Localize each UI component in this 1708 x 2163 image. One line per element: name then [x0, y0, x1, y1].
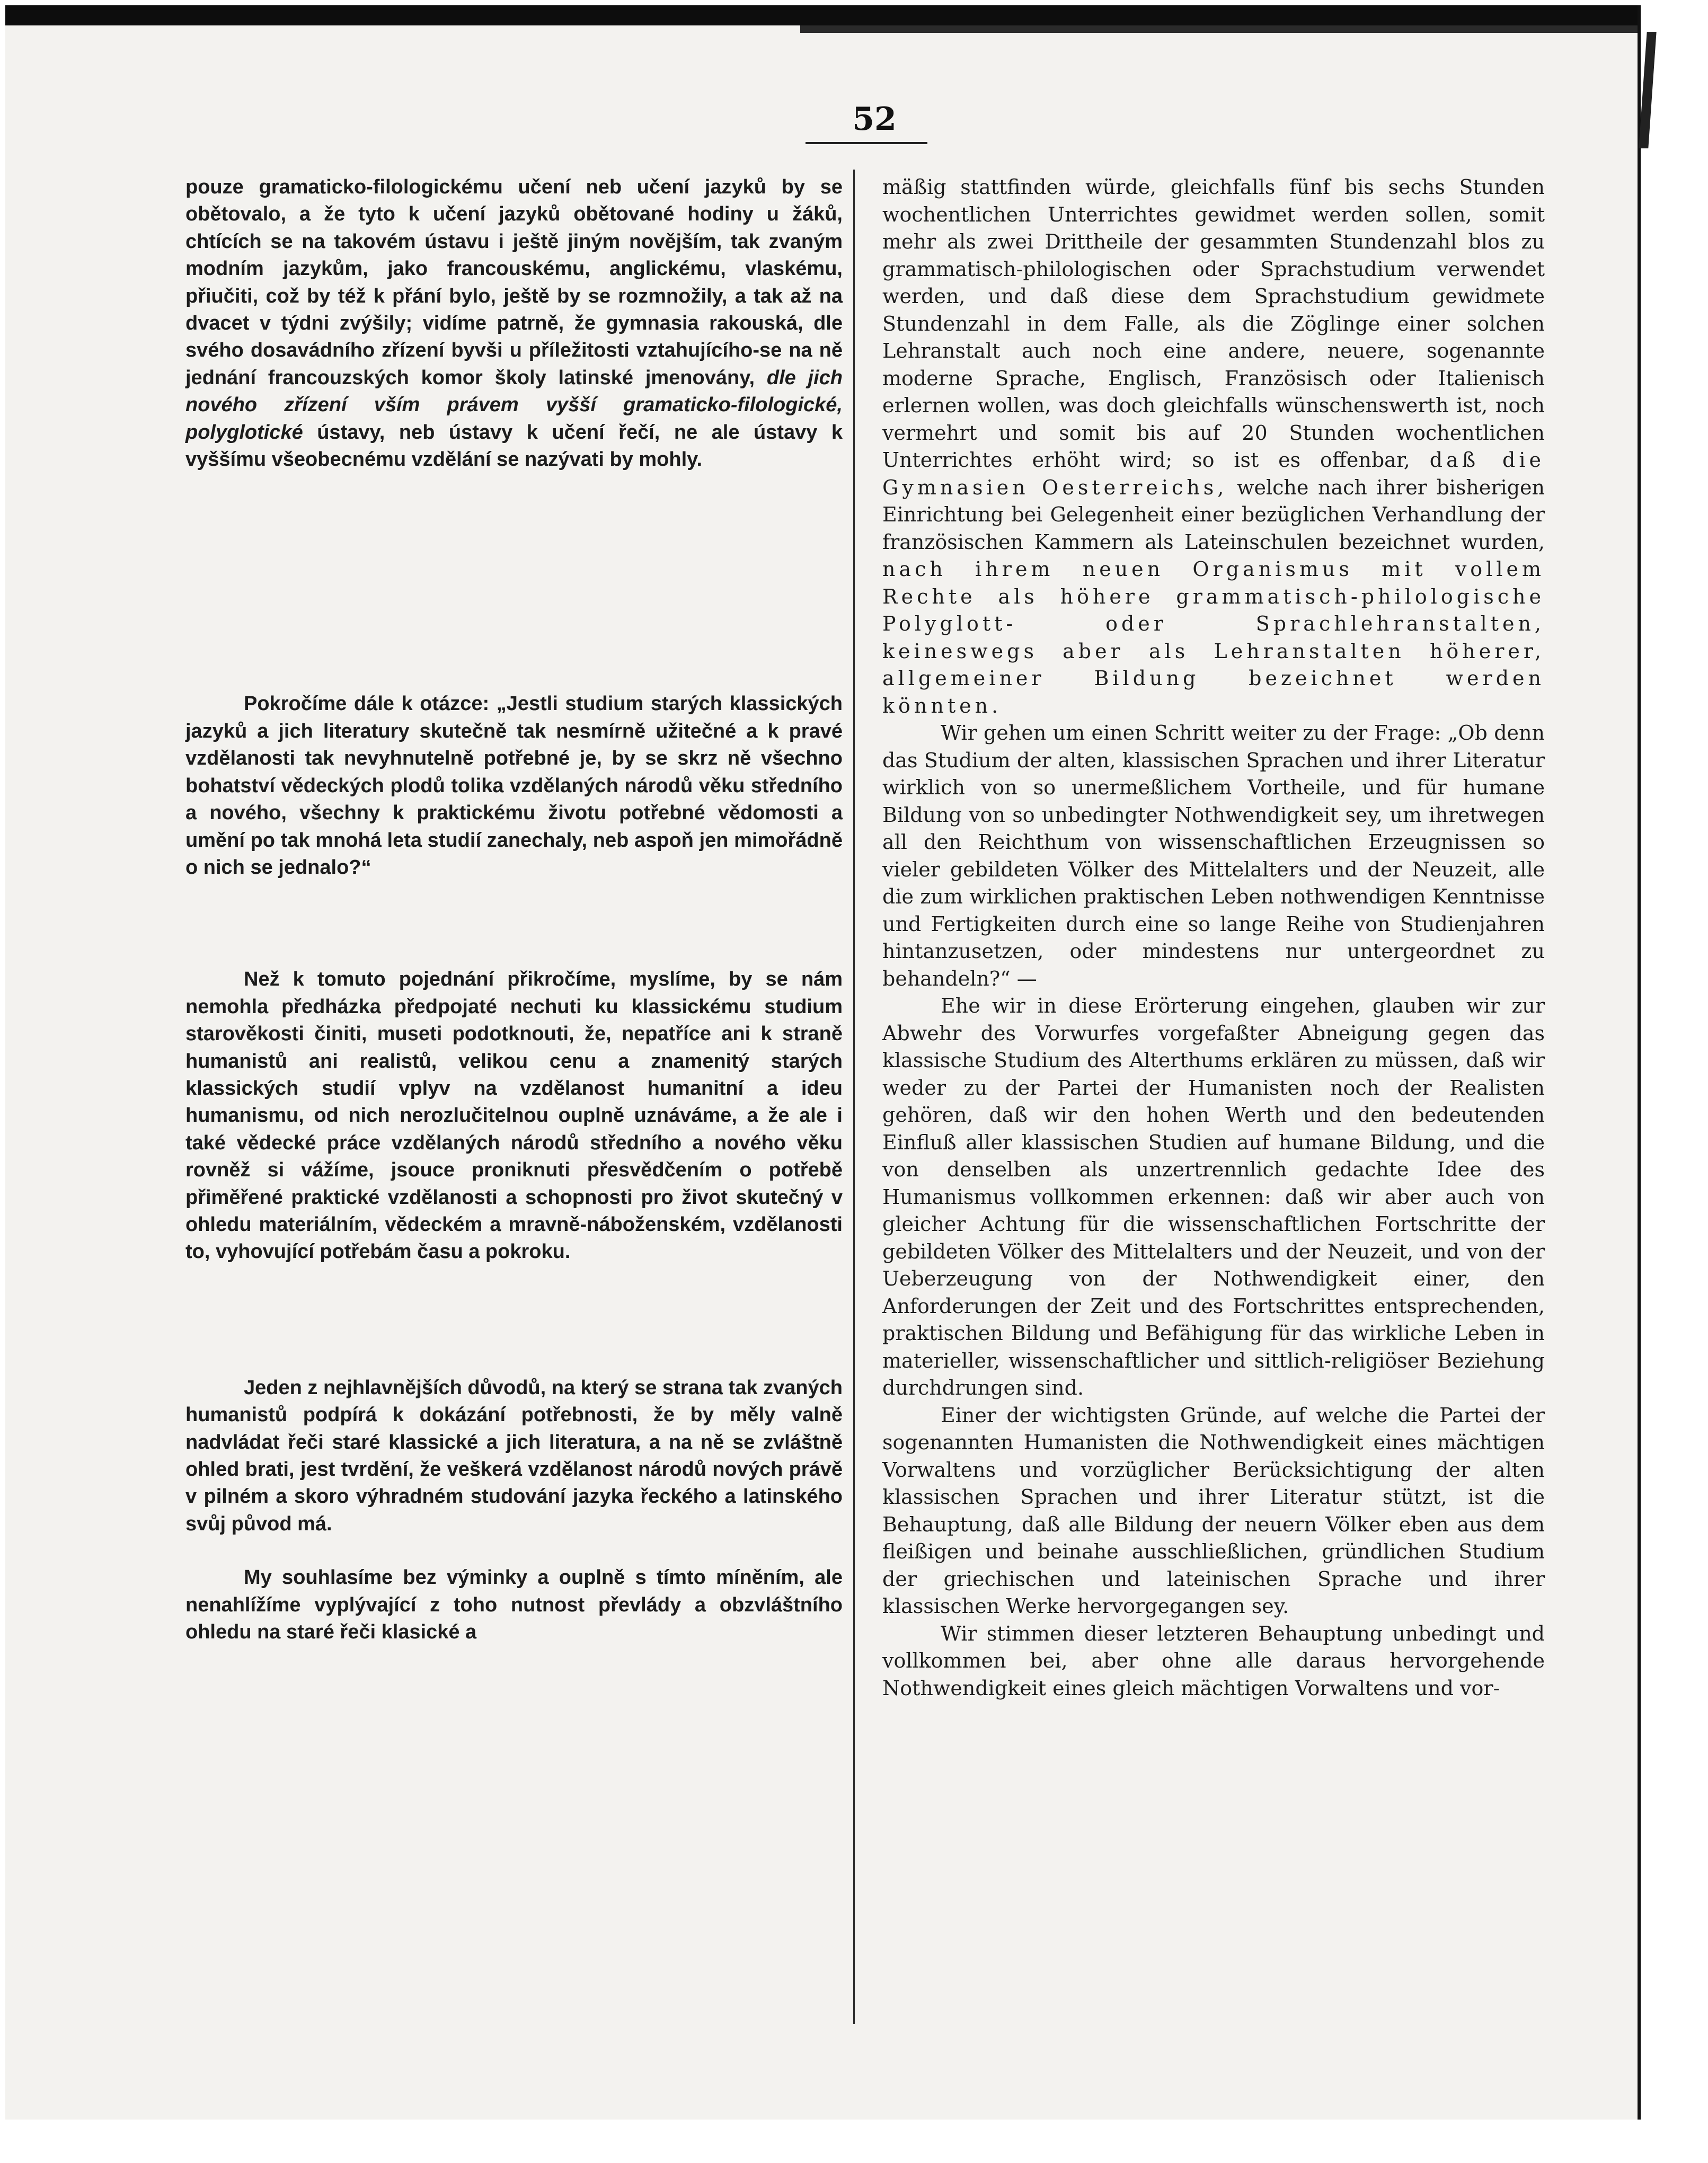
paragraph-text: ústavy, neb ústavy k učení řečí, ne ale ústavy k vyššímu všeobecnému vzdělání se nazývati by mohly. [185, 421, 843, 471]
scan-top-shadow [800, 25, 1638, 33]
scan-top-border [5, 5, 1638, 25]
scan-margin [1638, 5, 1708, 2163]
spaced-phrase: daß die Gymnasien Oesterreichs, [882, 448, 1545, 499]
scanned-page [5, 5, 1638, 2120]
spaced-phrase: nach ihrem neuen Organismus mit vollem Rechte als höhere grammatisch-philologische Polyglott- oder Sprachlehranstalten, keineswegs aber als Lehranstalten höherer, allgemeiner Bildung bezeichnet werden könnten. [882, 557, 1545, 717]
paragraph: Einer der wichtigsten Gründe, auf welche die Partei der sogenannten Humanisten die Nothwendigkeit eines mächtigen Vorwaltens und vorzüglicher Berücksichtigung der alten klassischen Sprachen und ihrer Literatur stützt, ist die Behauptung, daß alle Bildung der neuern Völker eben aus dem fleißigen und beinahe ausschließlichen, gründlichen Studium der griechischen und lateinischen Sprache und ihrer klassischen Werke hervorgegangen sey. [882, 1403, 1545, 1618]
page-number-rule [806, 142, 927, 144]
paragraph: Ehe wir in diese Erörterung eingehen, glauben wir zur Abwehr des Vorwurfes vorgefaßter Abneigung gegen das klassische Studium des Alterthums erklären zu müssen, daß wir weder zu der Partei der Humanisten noch der Realisten gehören, daß wir den hohen Werth und den bedeutenden Einfluß aller klassischen Studien auf humane Bildung, und die von denselben als unzertrennlich gedachte Idee des Humanismus vollkommen erkennen: daß wir aber auch von gleicher Achtung für die wissenschaftlichen Fortschritte der gebildeten Völker des Mittelalters und der Neuzeit, und von der Ueberzeugung von der Nothwendigkeit einer, den Anforderungen der Zeit und des Fortschrittes entsprechenden, praktischen Bildung und Befähigung für das wirkliche Leben in materieller, wissenschaftlicher und sittlich-religiöser Beziehung durchdrungen sind. [882, 994, 1545, 1399]
paragraph: Wir stimmen dieser letzteren Behauptung unbedingt und vollkommen bei, aber ohne alle daraus hervorgehende Nothwendigkeit eines gleich mächtigen Vorwaltens und vor- [882, 1621, 1545, 1700]
paragraph: Než k tomuto pojednání přikročíme, myslíme, by se nám nemohla předházka předpojaté nechuti ku klassickému studium starověkosti činiti, museti podotknouti, že, nepatříce ani k straně humanistů ani realistů, velikou cenu a znamenitý starých klassických studií vplyv na vzdělanost humanitní a ideu humanismu, od nich nerozlučitelnou ouplně uznáváme, a že ale i také vědecké práce vzdělaných národů středního a nového věku rovněž si vážíme, jsouce proniknuti přesvědčením o potřebě přiměřené praktické vzdělanosti a schopnosti pro život skutečný v ohledu materiálním, vědeckém a mravně-náboženském, vzdělanosti to, vyhovující potřebám času a pokroku. [185, 968, 843, 1263]
italic-phrase: dle jich nového zřízení vším právem vyšší gramaticko-filologické, polyglotické [185, 366, 843, 444]
german-column [882, 174, 1545, 1702]
paragraph-text: welche nach ihrer bisherigen Einrichtung bei Gelegenheit einer bezüglichen Verhandlung der französischen Kammern als Lateinschulen bezeichnet wurden, [882, 475, 1545, 554]
paragraph: My souhlasíme bez výminky a ouplně s tímto míněním, ale nenahlížíme vyplývající z toho nutnost převlády a obzvláštního ohledu na staré řeči klasické a [185, 1566, 843, 1644]
bleed-through-gap [185, 881, 843, 966]
column-divider [853, 170, 855, 2024]
czech-column [185, 174, 843, 1646]
paragraph [882, 174, 1545, 720]
bleed-through-gap [185, 473, 843, 690]
bleed-through-gap [185, 1266, 843, 1375]
paragraph: Jeden z nejhlavnějších důvodů, na který se strana tak zvaných humanistů podpírá k dokázání potřebnosti, že by měly valně nadvládat řeči staré klassické a jich literatura, a na ně se zvláštně ohled brati, jest tvrdění, že veškerá vzdělanost národů nových právě v pilném a skoro výhradném studování jazyka řeckého a latinského svůj původ má. [185, 1376, 843, 1535]
paragraph-text: pouze gramaticko-filologickému učení neb učení jazyků by se obětovalo, a že tyto k učení jazyků obětované hodiny u žáků, chtících se na takovém ústavu i ještě jiným novějším, tak zvaným modním jazykům, jako francouskému, anglickému, vlaskému, přiučiti, což by též k přání bylo, ještě by se rozmnožily, a tak až na dvacet v týdni zvýšily; vidíme patrně, že gymnasia rakouská, dle svého dosavádního zřízení byvši u příležitosti vztahujícího-se na ně jednání francouzských komor školy latinské jmenovány, [185, 176, 843, 389]
paragraph: Wir gehen um einen Schritt weiter zu der Frage: „Ob denn das Studium der alten, klassischen Sprachen und ihrer Literatur wirklich von so unermeßlichem Vortheile, und für humane Bildung von so unbedingter Nothwendigkeit sey, um ihretwegen all den Reichthum von wissenschaftlichen Erzeugnissen so vieler gebildeten Völker des Mittelalters und der Neuzeit, alle die zum wirklichen praktischen Leben nothwendigen Kenntnisse und Fertigkeiten durch eine so lange Reihe von Studienjahren hintanzusetzen, oder mindestens nur untergeordnet zu behandeln?“ — [882, 721, 1545, 990]
page-number: 52 [852, 101, 897, 138]
paragraph-text: mäßig stattfinden würde, gleichfalls fünf bis sechs Stunden wochentlichen Unterrichtes gewidmet werden sollen, somit mehr als zwei Drittheile der gesammten Stundenzahl blos zu grammatisch-philologischen oder Sprachstudium verwendet werden, und daß diese dem Sprachstudium gewidmete Stundenzahl in dem Falle, als die Zöglinge einer solchen Lehranstalt auch noch eine andere, neuere, sogenannte moderne Sprache, Englisch, Französisch oder Italienisch erlernen wollen, was doch gleichfalls wünschenswerth ist, noch vermehrt und somit bis auf 20 Stunden wochentlichen Unterrichtes erhöht wird; so ist es offenbar, [882, 175, 1545, 472]
paragraph [185, 174, 843, 473]
paragraph: Pokročíme dále k otázce: „Jestli studium starých klassických jazyků a jich literatury skutečně tak nesmírně užitečné a k pravé vzdělanosti tak nevyhnutelně potřebné je, by se skrz ně všechno bohatství vědeckých plodů tolika vzdělaných národů věku středního a nového, všechny k praktickému životu potřebné vědomosti a umění po tak mnohá leta studií zanechaly, neb aspoň jen mimořádně o nich se jednalo?“ [185, 693, 843, 879]
paragraph-gap [185, 1538, 843, 1564]
